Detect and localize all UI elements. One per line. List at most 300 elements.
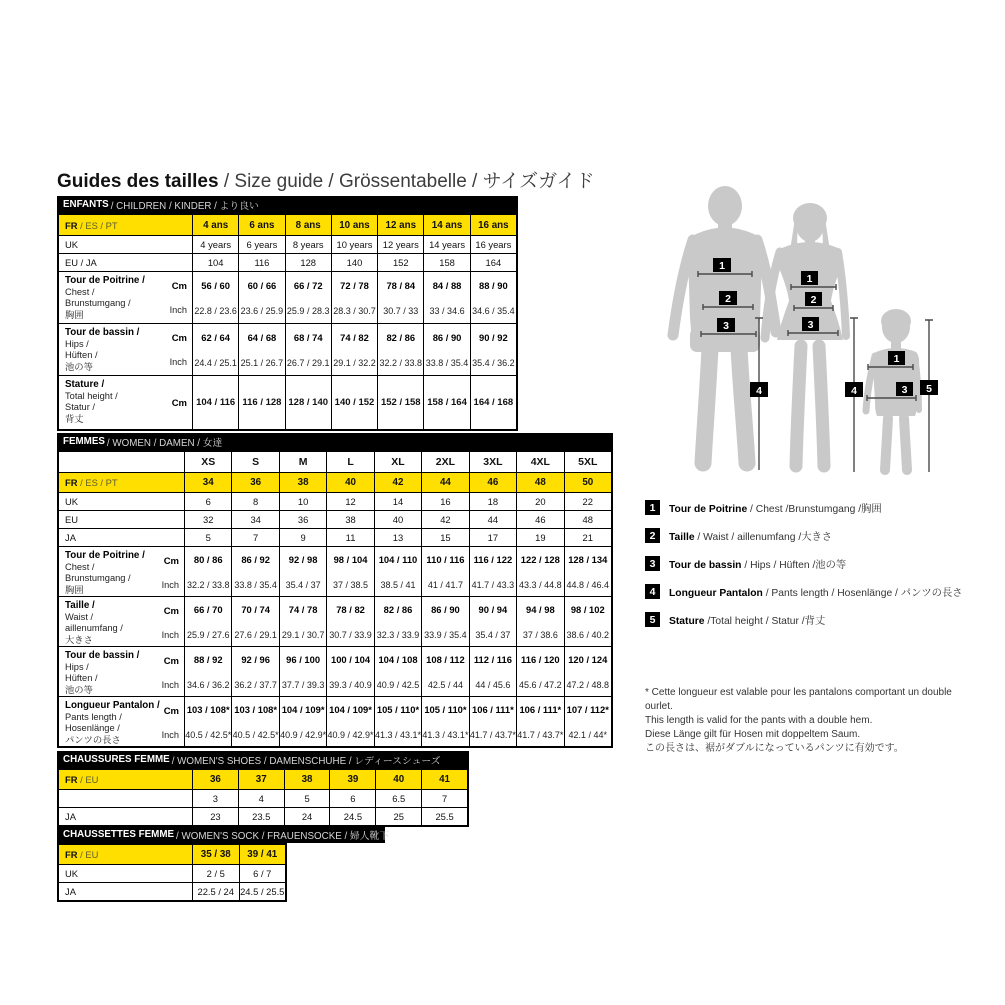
measurement-label-chest	[59, 547, 184, 598]
table-cell: 11	[326, 529, 373, 546]
table-cell: 13	[374, 529, 421, 546]
label-line: Brunstumgang /	[65, 298, 131, 309]
woman-marker-4: 4	[851, 385, 857, 397]
label-fr: FR	[65, 219, 78, 231]
table-cell: 128	[285, 254, 331, 271]
women-shoes-table	[57, 751, 469, 827]
label-line: Hips /	[65, 661, 89, 672]
label-line: Total height /	[65, 390, 118, 401]
table-cell: 80 / 86 32.2 / 33.8	[184, 547, 231, 598]
enfants-row-uk	[59, 235, 516, 253]
label-line: Hips /	[65, 338, 89, 349]
table-cell: 6 years	[238, 236, 284, 253]
socks-table-header	[57, 826, 390, 843]
table-cell: 22.5 / 24	[192, 883, 239, 900]
table-cell: 68 / 74 26.7 / 29.1	[285, 324, 331, 375]
femmes-row-pants-length	[59, 696, 611, 746]
table-cell: 14	[374, 493, 421, 510]
label-line: Chest /	[65, 286, 95, 297]
enfants-row-fr	[59, 215, 516, 235]
row-label-eu: EU	[65, 514, 79, 525]
table-cell: 70 / 74 27.6 / 29.1	[231, 597, 278, 648]
table-cell: XS	[184, 452, 231, 472]
shoes-table-body	[57, 768, 469, 827]
table-cell: 5	[284, 790, 330, 807]
label-fr: FR	[65, 774, 78, 785]
table-cell: S	[231, 452, 278, 472]
socks-row-fr-eu	[59, 845, 285, 864]
shoes-header-translations: / WOMEN'S SHOES / DAMENSCHUHE / レディースシューズ	[171, 755, 441, 767]
label-line: Tour de Poitrine /	[65, 275, 145, 286]
unit-cm: Cm	[163, 556, 179, 568]
women-socks-table	[57, 826, 390, 902]
label-line: Pants length /	[65, 711, 122, 722]
table-cell: 74 / 78 29.1 / 30.7	[279, 597, 326, 648]
femmes-table-header	[57, 433, 613, 450]
enfants-header-main: ENFANTS	[63, 199, 109, 210]
man-marker-3: 3	[723, 320, 729, 332]
units-column	[162, 600, 179, 646]
table-cell: 88 / 90 34.6 / 35.4	[470, 272, 516, 323]
table-cell: 104 / 116	[192, 376, 238, 429]
row-label-eu-ja: EU / JA	[65, 257, 97, 268]
table-cell: 4XL	[516, 452, 563, 472]
femmes-row-sizes	[59, 452, 611, 472]
table-cell: 56 / 60 22.8 / 23.6	[192, 272, 238, 323]
table-cell: 110 / 116 41 / 41.7	[421, 547, 468, 598]
table-cell: 86 / 92 33.8 / 35.4	[231, 547, 278, 598]
body-silhouettes-figure	[660, 170, 1005, 505]
table-cell: 108 / 112 42.5 / 44	[421, 647, 468, 698]
label-fr: FR	[65, 849, 78, 860]
table-cell: 90 / 92 35.4 / 36.2	[470, 324, 516, 375]
legend-text: Stature /Total height / Statur /背丈	[669, 616, 826, 627]
table-cell: 42	[374, 473, 421, 492]
table-cell: 106 / 111* 41.7 / 43.7*	[469, 697, 516, 748]
table-cell: 4	[238, 790, 284, 807]
label-line: Statur /	[65, 402, 95, 413]
shoes-row-uk	[59, 789, 467, 807]
enfants-row-stature	[59, 375, 516, 429]
table-cell: 46	[469, 473, 516, 492]
label-line: Longueur Pantalon /	[65, 700, 160, 711]
legend-number-badge: 4	[645, 584, 660, 599]
table-cell: 25	[375, 808, 421, 825]
shoes-header-main: CHAUSSURES FEMME	[63, 754, 170, 765]
table-cell: 104	[192, 254, 238, 271]
table-cell: 140 / 152	[331, 376, 377, 429]
femmes-table	[57, 433, 613, 748]
femmes-row-fr	[59, 472, 611, 492]
table-cell: 8	[231, 493, 278, 510]
table-cell: 48	[564, 511, 611, 528]
table-cell: 41	[421, 770, 467, 789]
table-cell: 103 / 108* 40.5 / 42.5*	[231, 697, 278, 748]
table-cell: 36	[279, 511, 326, 528]
table-cell: 82 / 86 32.2 / 33.8	[377, 324, 423, 375]
legend-text: Longueur Pantalon / Pants length / Hosenlänge / パンツの長さ	[669, 588, 963, 599]
table-cell: 50	[564, 473, 611, 492]
units-column	[170, 275, 187, 321]
table-cell: 128 / 140	[285, 376, 331, 429]
table-cell: 90 / 94 35.4 / 37	[469, 597, 516, 648]
table-cell: 74 / 82 29.1 / 32.2	[331, 324, 377, 375]
table-cell: 98 / 102 38.6 / 40.2	[564, 597, 611, 648]
label-line: 大きさ	[65, 634, 93, 645]
table-cell: 3XL	[469, 452, 516, 472]
unit-cm: Cm	[171, 281, 187, 293]
label-line: Hüften /	[65, 350, 98, 361]
table-cell: 78 / 82 30.7 / 33.9	[326, 597, 373, 648]
footnote-line: この長さは、裾がダブルになっているパンツに有効です。	[645, 743, 904, 754]
label-es-pt: / ES / PT	[77, 219, 118, 231]
table-cell: 116	[238, 254, 284, 271]
enfants-row-hips	[59, 323, 516, 375]
label-es-pt: / ES / PT	[77, 477, 118, 488]
row-label-fr	[59, 473, 184, 492]
table-cell: 40	[374, 511, 421, 528]
label-line: aillenumfang /	[65, 623, 123, 634]
table-cell: 62 / 64 24.4 / 25.1	[192, 324, 238, 375]
legend-number-badge: 3	[645, 556, 660, 571]
table-cell: 82 / 86 32.3 / 33.9	[374, 597, 421, 648]
label-line: 胸囲	[65, 584, 84, 595]
label-line: 池の等	[65, 361, 93, 372]
table-cell: 7	[231, 529, 278, 546]
legend-item-pants-length	[645, 584, 963, 599]
child-marker-1: 1	[893, 353, 900, 365]
label-line: Chest /	[65, 561, 95, 572]
row-label-ja: JA	[65, 532, 76, 543]
table-cell: 18	[469, 493, 516, 510]
table-cell: 100 / 104 39.3 / 40.9	[326, 647, 373, 698]
table-cell: 35 / 38	[192, 845, 239, 864]
table-cell: 112 / 116 44 / 45.6	[469, 647, 516, 698]
table-cell: 32	[184, 511, 231, 528]
table-cell: 122 / 128 43.3 / 44.8	[516, 547, 563, 598]
table-cell: 34	[184, 473, 231, 492]
child-marker-5: 5	[926, 383, 932, 395]
table-cell: M	[279, 452, 326, 472]
table-cell: 2 / 5	[192, 865, 239, 882]
table-cell: 39	[329, 770, 375, 789]
table-cell: 5	[184, 529, 231, 546]
table-cell: 4 years	[192, 236, 238, 253]
label-line: Taille /	[65, 600, 95, 611]
unit-inch: Inch	[169, 356, 187, 367]
legend-item-stature	[645, 612, 963, 627]
table-cell: 12	[326, 493, 373, 510]
measurement-label-stature	[59, 376, 192, 429]
pants-length-footnote	[645, 686, 980, 756]
table-cell: 88 / 92 34.6 / 36.2	[184, 647, 231, 698]
row-label-ja: JA	[65, 811, 76, 822]
man-marker-1: 1	[719, 260, 725, 272]
enfants-row-chest	[59, 271, 516, 323]
unit-cm: Cm	[163, 606, 179, 618]
table-cell: 4 ans	[192, 215, 238, 235]
table-cell: 16 years	[470, 236, 516, 253]
table-cell: 12 ans	[377, 215, 423, 235]
legend-number-badge: 5	[645, 612, 660, 627]
label-line: Hosenlänge /	[65, 723, 120, 734]
man-marker-4: 4	[756, 385, 762, 397]
legend-item-chest	[645, 500, 963, 515]
table-cell: 44	[421, 473, 468, 492]
shoes-row-ja	[59, 807, 467, 825]
enfants-header-translations: / CHILDREN / KINDER / より良い	[110, 200, 259, 212]
femmes-row-waist	[59, 596, 611, 646]
row-label-empty	[59, 452, 184, 472]
footnote-line: Diese Länge gilt für Hosen mit doppeltem Saum.	[645, 729, 861, 740]
femmes-row-ja	[59, 528, 611, 546]
table-cell: 15	[421, 529, 468, 546]
table-cell: 5XL	[564, 452, 611, 472]
row-label-uk: UK	[65, 496, 79, 507]
table-cell: 34	[231, 511, 278, 528]
table-cell: 120 / 124 47.2 / 48.8	[564, 647, 611, 698]
table-cell: 16 ans	[470, 215, 516, 235]
table-cell: 140	[331, 254, 377, 271]
socks-header-main: CHAUSSETTES FEMME	[63, 829, 175, 840]
table-cell: 116 / 120 45.6 / 47.2	[516, 647, 563, 698]
unit-inch: Inch	[161, 729, 179, 740]
label-line: 背丈	[65, 413, 84, 424]
unit-cm: Cm	[171, 397, 187, 409]
table-cell: 9	[279, 529, 326, 546]
table-cell: 105 / 110* 41.3 / 43.1*	[374, 697, 421, 748]
socks-header-translations: / WOMEN'S SOCK / FRAUENSOCKE / 婦人靴下	[176, 830, 390, 842]
table-cell: 66 / 72 25.9 / 28.3	[285, 272, 331, 323]
units-column	[170, 327, 187, 373]
woman-marker-2: 2	[810, 294, 817, 306]
table-cell: 22	[564, 493, 611, 510]
table-cell: 116 / 122 41.7 / 43.3	[469, 547, 516, 598]
femmes-header-translations: / WOMEN / DAMEN / 女達	[106, 437, 223, 449]
label-line: 胸囲	[65, 309, 84, 320]
shoes-table-header	[57, 751, 469, 768]
table-cell: 6 / 7	[239, 865, 286, 882]
label-line: Tour de Poitrine /	[65, 550, 145, 561]
enfants-table-body	[57, 213, 518, 431]
femmes-row-chest	[59, 546, 611, 596]
woman-marker-1: 1	[806, 273, 813, 285]
table-cell: 164	[470, 254, 516, 271]
man-marker-2: 2	[725, 293, 731, 305]
table-cell: 10	[279, 493, 326, 510]
unit-cm: Cm	[163, 656, 179, 668]
table-cell: 78 / 84 30.7 / 33	[377, 272, 423, 323]
shoes-row-fr-eu	[59, 770, 467, 789]
table-cell: 36	[231, 473, 278, 492]
table-cell: 2XL	[421, 452, 468, 472]
table-cell: 8 ans	[285, 215, 331, 235]
table-cell: 16	[421, 493, 468, 510]
measurement-label-pants-length	[59, 697, 184, 748]
femmes-row-uk	[59, 492, 611, 510]
femmes-table-body	[57, 450, 613, 748]
legend-item-hips	[645, 556, 963, 571]
table-cell: 24	[284, 808, 330, 825]
femmes-row-hips	[59, 646, 611, 696]
table-cell: 38	[326, 511, 373, 528]
table-cell: 96 / 100 37.7 / 39.3	[279, 647, 326, 698]
label-line: 池の等	[65, 684, 93, 695]
table-cell: 116 / 128	[238, 376, 284, 429]
table-cell: 12 years	[377, 236, 423, 253]
table-cell: 37	[238, 770, 284, 789]
label-line: Stature /	[65, 379, 105, 390]
table-cell: 72 / 78 28.3 / 30.7	[331, 272, 377, 323]
page-title-translations: / Size guide / Grössentabelle / サイズガイド	[218, 171, 595, 192]
legend-text: Tour de bassin / Hips / Hüften /池の等	[669, 560, 847, 571]
table-cell: 104 / 109* 40.9 / 42.9*	[326, 697, 373, 748]
table-cell: 6	[184, 493, 231, 510]
footnote-line: This length is valid for the pants with a double hem.	[645, 715, 873, 726]
table-cell: 25.5	[421, 808, 467, 825]
table-cell: 104 / 108 40.9 / 42.5	[374, 647, 421, 698]
table-cell: 24.5	[329, 808, 375, 825]
label-line: Brunstumgang /	[65, 573, 131, 584]
table-cell: 20	[516, 493, 563, 510]
row-label-ja: JA	[65, 886, 76, 897]
table-cell: 40	[326, 473, 373, 492]
table-cell: L	[326, 452, 373, 472]
table-cell: 98 / 104 37 / 38.5	[326, 547, 373, 598]
table-cell: 94 / 98 37 / 38.6	[516, 597, 563, 648]
enfants-row-eu-ja	[59, 253, 516, 271]
table-cell: 6.5	[375, 790, 421, 807]
page-title	[57, 166, 595, 193]
child-marker-3: 3	[901, 384, 908, 396]
unit-cm: Cm	[171, 333, 187, 345]
row-label-fr-eu	[59, 770, 192, 789]
table-cell: 106 / 111* 41.7 / 43.7*	[516, 697, 563, 748]
table-cell: 7	[421, 790, 467, 807]
unit-inch: Inch	[161, 629, 179, 640]
table-cell: 14 ans	[423, 215, 469, 235]
table-cell: 8 years	[285, 236, 331, 253]
unit-inch: Inch	[169, 304, 187, 315]
table-cell: 158 / 164	[423, 376, 469, 429]
table-cell: 84 / 88 33 / 34.6	[423, 272, 469, 323]
table-cell: 44	[469, 511, 516, 528]
units-column	[162, 650, 179, 696]
measurement-label-hips	[59, 647, 184, 698]
row-label-uk: UK	[65, 868, 79, 879]
table-cell: 48	[516, 473, 563, 492]
table-cell: 104 / 109* 40.9 / 42.9*	[279, 697, 326, 748]
table-cell: 64 / 68 25.1 / 26.7	[238, 324, 284, 375]
socks-row-uk	[59, 864, 285, 882]
enfants-table-header	[57, 196, 518, 213]
woman-marker-3: 3	[807, 319, 814, 331]
label-line: パンツの長さ	[65, 734, 121, 745]
units-column	[162, 700, 179, 746]
label-fr: FR	[65, 477, 78, 488]
table-cell: 86 / 90 33.9 / 35.4	[421, 597, 468, 648]
table-cell: 14 years	[423, 236, 469, 253]
table-cell: 60 / 66 23.6 / 25.9	[238, 272, 284, 323]
page-title-main: Guides des tailles	[57, 171, 219, 192]
table-cell: 164 / 168	[470, 376, 516, 429]
table-cell: 10 ans	[331, 215, 377, 235]
table-cell: 21	[564, 529, 611, 546]
socks-table-body	[57, 843, 287, 902]
legend-number-badge: 1	[645, 500, 660, 515]
table-cell: 104 / 110 38.5 / 41	[374, 547, 421, 598]
table-cell: 36	[192, 770, 238, 789]
table-cell: 128 / 134 44.8 / 46.4	[564, 547, 611, 598]
legend-text: Taille / Waist / aillenumfang /大きさ	[669, 532, 833, 543]
label-line: Tour de bassin /	[65, 327, 140, 338]
units-column	[162, 550, 179, 596]
femmes-header-main: FEMMES	[63, 436, 105, 447]
table-cell: 6 ans	[238, 215, 284, 235]
table-cell: 24.5 / 25.5	[239, 883, 286, 900]
legend-text: Tour de Poitrine / Chest /Brunstumgang /胸囲	[669, 504, 882, 515]
measurement-label-chest	[59, 272, 192, 323]
table-cell: XL	[374, 452, 421, 472]
measurement-legend	[645, 500, 963, 627]
label-eu: / EU	[77, 849, 99, 860]
table-cell: 92 / 98 35.4 / 37	[279, 547, 326, 598]
table-cell: 42	[421, 511, 468, 528]
table-cell: 23	[192, 808, 238, 825]
table-cell: 6	[329, 790, 375, 807]
unit-inch: Inch	[161, 579, 179, 590]
measurement-label-hips	[59, 324, 192, 375]
table-cell: 38	[279, 473, 326, 492]
table-cell: 46	[516, 511, 563, 528]
row-label-uk: UK	[65, 239, 79, 250]
table-cell: 66 / 70 25.9 / 27.6	[184, 597, 231, 648]
unit-inch: Inch	[161, 679, 179, 690]
label-line: Waist /	[65, 611, 94, 622]
table-cell: 107 / 112* 42.1 / 44*	[564, 697, 611, 748]
legend-item-waist	[645, 528, 963, 543]
socks-row-ja	[59, 882, 285, 900]
table-cell: 38	[284, 770, 330, 789]
table-cell: 152	[377, 254, 423, 271]
femmes-row-eu	[59, 510, 611, 528]
table-cell: 92 / 96 36.2 / 37.7	[231, 647, 278, 698]
table-cell: 86 / 90 33.8 / 35.4	[423, 324, 469, 375]
table-cell: 3	[192, 790, 238, 807]
table-cell: 39 / 41	[239, 845, 286, 864]
row-label-fr	[59, 215, 192, 235]
row-label-uk	[59, 790, 192, 807]
label-line: Tour de bassin /	[65, 650, 140, 661]
table-cell: 17	[469, 529, 516, 546]
enfants-table	[57, 196, 518, 431]
table-cell: 23.5	[238, 808, 284, 825]
unit-cm: Cm	[163, 706, 179, 718]
footnote-line: * Cette longueur est valable pour les pantalons comportant un double ourlet.	[645, 687, 952, 712]
row-label-fr-eu	[59, 845, 192, 864]
table-cell: 40	[375, 770, 421, 789]
label-line: Hüften /	[65, 673, 98, 684]
measurement-label-waist	[59, 597, 184, 648]
units-column	[172, 379, 187, 427]
table-cell: 10 years	[331, 236, 377, 253]
table-cell: 103 / 108* 40.5 / 42.5*	[184, 697, 231, 748]
table-cell: 19	[516, 529, 563, 546]
table-cell: 158	[423, 254, 469, 271]
legend-number-badge: 2	[645, 528, 660, 543]
table-cell: 105 / 110* 41.3 / 43.1*	[421, 697, 468, 748]
label-eu: / EU	[77, 774, 99, 785]
